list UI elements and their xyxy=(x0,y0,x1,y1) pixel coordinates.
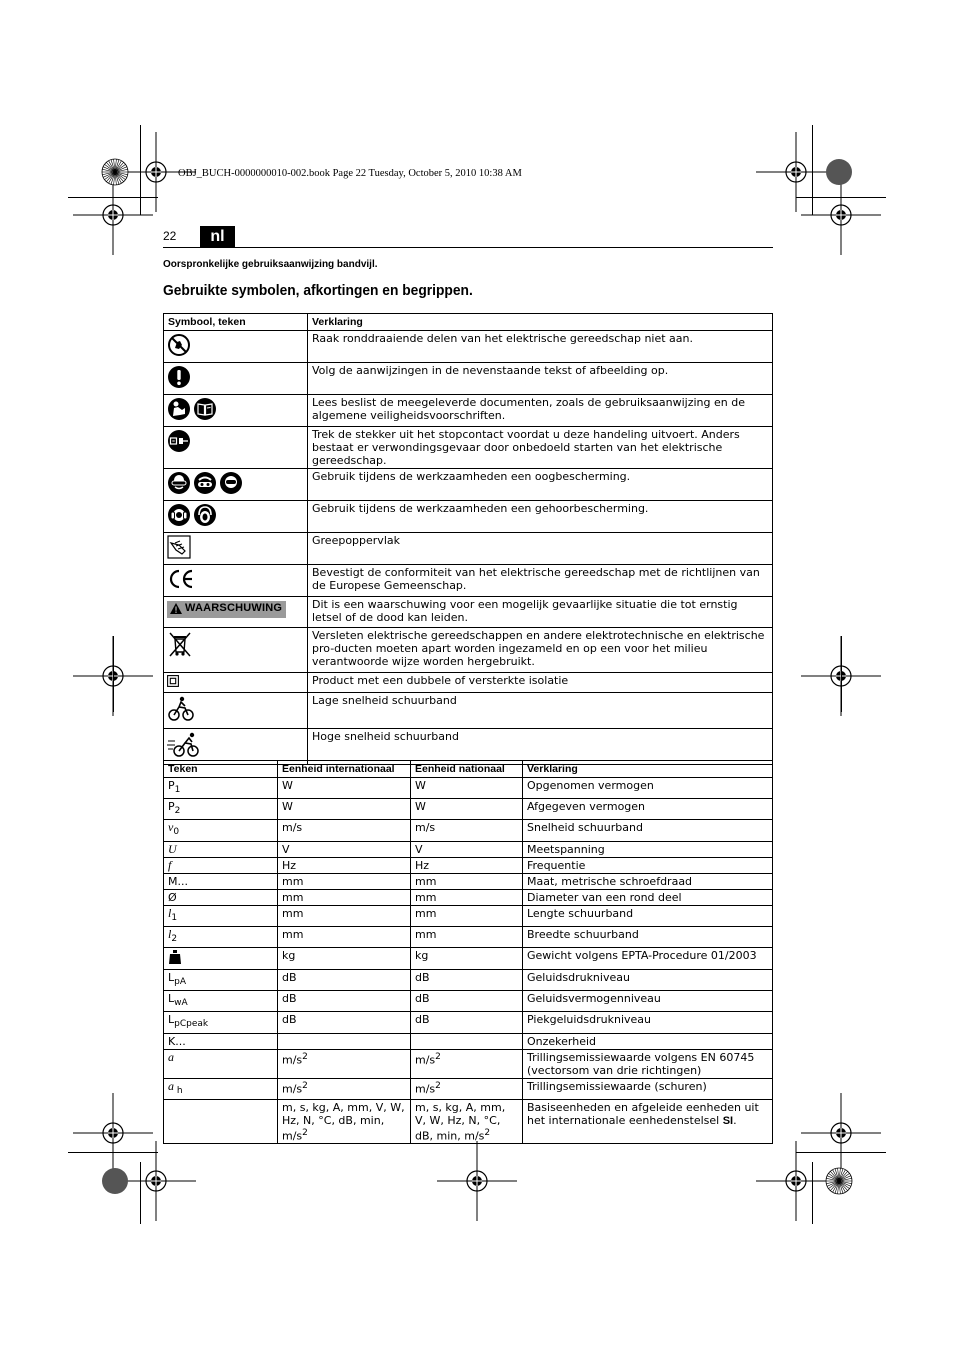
symbol-cell xyxy=(164,395,308,427)
unit-international xyxy=(278,991,411,1012)
unit-explanation-text: Onzekerheid xyxy=(527,1034,597,1048)
fast-cyclist-icon xyxy=(167,731,201,762)
unit-international xyxy=(278,1012,411,1033)
unit-international xyxy=(278,969,411,990)
read-manual-person-icon xyxy=(167,397,191,424)
unit-row xyxy=(164,1078,773,1099)
symbol-explanation: Hoge snelheid schuurband xyxy=(308,729,773,765)
unit-international xyxy=(278,889,411,905)
unit-international-text: W xyxy=(282,779,293,792)
warning-label-text: WAARSCHUWING xyxy=(185,602,283,614)
color-dial-mark xyxy=(101,1167,129,1200)
unit-sign-cell xyxy=(164,778,278,799)
unit-explanation xyxy=(523,778,773,799)
trim-line xyxy=(812,125,813,215)
unit-explanation-text: Maat, metrische schroefdraad xyxy=(527,874,693,888)
symbol-explanation: Gebruik tijdens de werkzaamheden een gehoorbescherming. xyxy=(308,501,773,533)
unit-sign: U xyxy=(168,841,177,856)
ear-protection-icon xyxy=(167,503,191,530)
symbol-explanation: Volg de aanwijzingen in de nevenstaande tekst of afbeelding op. xyxy=(308,363,773,395)
unit-national-text: m/s xyxy=(415,821,436,835)
symbol-explanation: Product met een dubbele of versterkte isolatie xyxy=(308,673,773,693)
unit-national xyxy=(411,947,523,969)
unit-national xyxy=(411,1099,523,1144)
unit-row xyxy=(164,889,773,905)
unit-international xyxy=(278,1099,411,1144)
unit-explanation xyxy=(523,905,773,926)
header-rule xyxy=(163,247,773,248)
slow-cyclist-icon xyxy=(167,695,195,726)
unit-sign: K... xyxy=(168,1034,186,1048)
unit-explanation-text: Frequentie xyxy=(527,858,586,872)
ce-mark-icon xyxy=(167,567,195,594)
symbol-cell xyxy=(164,628,308,673)
unit-international xyxy=(278,905,411,926)
unit-sign-cell xyxy=(164,820,278,841)
unit-explanation xyxy=(523,841,773,857)
document-subtitle: Oorspronkelijke gebruiksaanwijzing bandvijl. xyxy=(163,259,378,270)
trim-line xyxy=(140,1162,141,1224)
crossed-bin-icon xyxy=(167,630,193,661)
unit-sign-cell xyxy=(164,841,278,857)
unit-row xyxy=(164,820,773,841)
unit-explanation xyxy=(523,1012,773,1033)
crosshair-mark xyxy=(756,1141,836,1226)
book-header-line: OBJ_BUCH-0000000010-002.book Page 22 Tuesday, October 5, 2010 10:38 AM xyxy=(178,168,522,179)
unit-national xyxy=(411,926,523,947)
unit-international-superscript: 2 xyxy=(302,1080,308,1091)
unit-national xyxy=(411,991,523,1012)
unit-international xyxy=(278,799,411,820)
unit-explanation-text: Geluidsvermogenniveau xyxy=(527,992,661,1006)
unit-row xyxy=(164,926,773,947)
unit-sign: f xyxy=(168,857,172,872)
si-abbreviation: SI xyxy=(722,1114,734,1127)
unit-explanation-text: Opgenomen vermogen xyxy=(527,779,654,792)
unplug-icon xyxy=(167,429,191,456)
unit-national-text: V xyxy=(415,842,423,856)
unit-sign-cell xyxy=(164,926,278,947)
unit-sign-cell xyxy=(164,1049,278,1078)
ear-muffs-icon xyxy=(193,503,217,530)
unit-national xyxy=(411,857,523,873)
symbol-row xyxy=(164,693,773,729)
unit-international-superscript: 2 xyxy=(302,1051,308,1062)
unit-explanation-text: Piekgeluidsdrukniveau xyxy=(527,1013,651,1027)
unit-explanation-text: Meetspanning xyxy=(527,842,605,856)
unit-international-text: dB xyxy=(282,970,297,984)
symbols-table xyxy=(163,313,773,765)
unit-international-text: W xyxy=(282,800,293,814)
symbol-row xyxy=(164,363,773,395)
unit-national-text: mm xyxy=(415,927,437,941)
symbol-row xyxy=(164,565,773,597)
unit-sign: P xyxy=(168,779,175,792)
unit-explanation xyxy=(523,873,773,889)
unit-explanation xyxy=(523,1099,773,1144)
unit-explanation-text: Breedte schuurband xyxy=(527,927,639,941)
trim-line xyxy=(68,1152,158,1153)
symbol-row xyxy=(164,533,773,565)
unit-sign-subscript: pA xyxy=(174,977,187,988)
col-header-sign: Teken xyxy=(164,761,278,778)
unit-national xyxy=(411,841,523,857)
trim-line xyxy=(796,1152,886,1153)
symbol-cell xyxy=(164,501,308,533)
unit-national-text: mm xyxy=(415,906,437,920)
unit-sign-cell xyxy=(164,1033,278,1049)
symbol-explanation: Raak ronddraaiende delen van het elektrische gereedschap niet aan. xyxy=(308,331,773,363)
symbol-cell xyxy=(164,533,308,565)
no-touch-rotating-icon xyxy=(167,333,191,360)
symbol-row xyxy=(164,628,773,673)
col-header-intl-unit: Eenheid internationaal xyxy=(278,761,411,778)
unit-national xyxy=(411,873,523,889)
symbol-cell xyxy=(164,673,308,693)
section-title: Gebruikte symbolen, afkortingen en begrippen. xyxy=(163,282,473,299)
unit-explanation-text: Gewicht volgens EPTA-Procedure 01/2003 xyxy=(527,948,757,962)
unit-row xyxy=(164,905,773,926)
color-dial-mark xyxy=(825,158,853,191)
unit-national xyxy=(411,1078,523,1099)
unit-explanation xyxy=(523,820,773,841)
unit-international-text: m/s xyxy=(282,821,303,835)
unit-international-text: dB xyxy=(282,992,297,1006)
unit-row xyxy=(164,991,773,1012)
symbol-explanation: Lage snelheid schuurband xyxy=(308,693,773,729)
double-insulation-icon xyxy=(167,675,179,690)
symbol-cell xyxy=(164,597,308,628)
read-manual-book-icon xyxy=(193,397,217,424)
unit-sign: M... xyxy=(168,874,188,888)
symbol-row xyxy=(164,501,773,533)
grip-surface-icon xyxy=(167,535,191,562)
unit-sign: L xyxy=(168,970,175,984)
symbol-explanation: Lees beslist de meegeleverde documenten, zoals de gebruiksaanwijzing en de algemene veiligheidsvoorschriften. xyxy=(308,395,773,427)
unit-sign: a xyxy=(168,1078,174,1093)
unit-national-text: kg xyxy=(415,948,429,962)
unit-sign-subscript: 1 xyxy=(171,912,178,923)
unit-national-text: W xyxy=(415,800,426,814)
symbol-cell xyxy=(164,469,308,501)
col-header-national-unit: Eenheid nationaal xyxy=(411,761,523,778)
unit-sign-cell xyxy=(164,873,278,889)
unit-sign: L xyxy=(168,1013,175,1027)
unit-international xyxy=(278,1049,411,1078)
unit-international-text: mm xyxy=(282,890,304,904)
unit-row xyxy=(164,1049,773,1078)
unit-sign-subscript: h xyxy=(174,1085,183,1096)
unit-explanation-end: . xyxy=(733,1113,737,1127)
symbol-cell xyxy=(164,331,308,363)
unit-sign-cell xyxy=(164,969,278,990)
symbol-row xyxy=(164,427,773,469)
unit-row xyxy=(164,841,773,857)
unit-sign: l xyxy=(168,926,172,941)
unit-sign-cell xyxy=(164,857,278,873)
symbol-explanation: Greepoppervlak xyxy=(308,533,773,565)
crosshair-mark xyxy=(437,1141,517,1226)
symbol-explanation: Bevestigt de conformiteit van het elektrische gereedschap met de richtlijnen van de Europese Gemeenschap. xyxy=(308,565,773,597)
unit-international xyxy=(278,1078,411,1099)
unit-national xyxy=(411,778,523,799)
symbol-row xyxy=(164,673,773,693)
unit-international-text: m/s xyxy=(282,1053,303,1067)
unit-national-text: dB xyxy=(415,1013,430,1027)
symbols-header-row xyxy=(164,314,773,331)
symbol-row xyxy=(164,331,773,363)
unit-explanation-text: Snelheid schuurband xyxy=(527,821,643,835)
unit-international xyxy=(278,820,411,841)
unit-sign-subscript: 0 xyxy=(173,827,180,838)
goggles-icon xyxy=(193,471,217,498)
unit-international-text: m/s xyxy=(282,1082,303,1096)
unit-national xyxy=(411,969,523,990)
symbol-cell xyxy=(164,565,308,597)
unit-national xyxy=(411,1033,523,1049)
trim-line xyxy=(68,197,158,198)
color-dial-mark xyxy=(101,158,129,191)
trim-line xyxy=(812,1162,813,1224)
unit-international-text: mm xyxy=(282,874,304,888)
page-number: 22 xyxy=(163,229,177,243)
units-header-row xyxy=(164,761,773,778)
unit-international xyxy=(278,1033,411,1049)
unit-international xyxy=(278,926,411,947)
unit-sign: P xyxy=(168,800,175,814)
unit-national xyxy=(411,799,523,820)
trim-line xyxy=(113,636,114,712)
unit-explanation xyxy=(523,926,773,947)
unit-explanation-text: Diameter van een rond deel xyxy=(527,890,682,904)
unit-explanation-text: Geluidsdrukniveau xyxy=(527,970,630,984)
unit-sign: L xyxy=(168,992,175,1006)
unit-national-text: dB xyxy=(415,970,430,984)
unit-sign-cell xyxy=(164,905,278,926)
unit-national xyxy=(411,820,523,841)
unit-row xyxy=(164,799,773,820)
warning-signal-word xyxy=(167,601,286,618)
unit-sign: Ø xyxy=(168,890,177,904)
trim-line xyxy=(796,197,886,198)
unit-explanation xyxy=(523,1049,773,1078)
unit-sign-cell xyxy=(164,1078,278,1099)
unit-national-text: dB xyxy=(415,992,430,1006)
unit-explanation xyxy=(523,857,773,873)
unit-sign-cell xyxy=(164,799,278,820)
unit-sign-subscript: pCpeak xyxy=(174,1019,209,1030)
unit-row xyxy=(164,873,773,889)
symbol-row xyxy=(164,469,773,501)
unit-sign-subscript: wA xyxy=(174,998,188,1009)
unit-sign-cell xyxy=(164,1012,278,1033)
unit-national-text: m/s xyxy=(415,1053,436,1067)
symbol-explanation: Versleten elektrische gereedschappen en andere elektrotechnische en elektrische pro-ducten moeten apart worden ingezameld en op een voor het milieu verantwoorde wijze worden hergebruikt. xyxy=(308,628,773,673)
unit-explanation xyxy=(523,1078,773,1099)
unit-national-superscript: 2 xyxy=(484,1127,491,1138)
trim-line xyxy=(140,125,141,215)
unit-sign: l xyxy=(168,905,172,920)
unit-explanation xyxy=(523,991,773,1012)
eye-protection-icon xyxy=(167,471,191,498)
symbol-explanation: Gebruik tijdens de werkzaamheden een oogbescherming. xyxy=(308,469,773,501)
unit-international xyxy=(278,873,411,889)
unit-row xyxy=(164,1012,773,1033)
unit-explanation xyxy=(523,799,773,820)
symbol-row xyxy=(164,597,773,628)
unit-sign-cell xyxy=(164,1099,278,1144)
symbol-cell xyxy=(164,693,308,729)
symbol-explanation: Trek de stekker uit het stopcontact voordat u deze handeling uitvoert. Anders bestaat er verwondingsgevaar door onbedoeld starten van het elektrische gereedschap. xyxy=(308,427,773,469)
unit-sign: a xyxy=(168,1049,174,1064)
units-table xyxy=(163,760,773,1144)
unit-international-superscript: 2 xyxy=(302,1127,308,1138)
trim-line xyxy=(841,636,842,712)
unit-explanation-text: Trillingsemissiewaarde volgens EN 60745 (vectorsom van drie richtingen) xyxy=(527,1050,755,1077)
unit-sign-cell xyxy=(164,889,278,905)
unit-explanation-text: Trillingsemissiewaarde (schuren) xyxy=(527,1079,707,1093)
unit-national-text: W xyxy=(415,779,426,792)
unit-international xyxy=(278,857,411,873)
unit-national-text: Hz xyxy=(415,858,430,872)
unit-explanation-text: Basiseenheden en afgeleide eenheden uit het internationale eenhedenstelsel xyxy=(527,1100,759,1127)
unit-explanation xyxy=(523,947,773,969)
unit-international-text: m, s, kg, A, mm, V, W, Hz, N, °C, dB, min, m/s xyxy=(282,1100,405,1143)
symbol-cell xyxy=(164,363,308,395)
unit-national xyxy=(411,1049,523,1078)
symbol-cell xyxy=(164,427,308,469)
col-header-explanation: Verklaring xyxy=(308,314,773,331)
language-badge: nl xyxy=(200,226,235,247)
unit-explanation xyxy=(523,969,773,990)
unit-row xyxy=(164,857,773,873)
unit-sign: v xyxy=(168,820,174,835)
exclamation-icon xyxy=(167,365,191,392)
unit-national-text: mm xyxy=(415,874,437,888)
unit-international-text: V xyxy=(282,842,290,856)
unit-sign-subscript: 2 xyxy=(174,806,181,817)
unit-row xyxy=(164,1099,773,1144)
unit-international-text: mm xyxy=(282,906,304,920)
unit-explanation-text: Lengte schuurband xyxy=(527,906,634,920)
unit-sign-subscript: 1 xyxy=(174,785,181,796)
unit-international-text: Hz xyxy=(282,858,297,872)
unit-international xyxy=(278,947,411,969)
symbol-row xyxy=(164,395,773,427)
unit-sign-subscript: 2 xyxy=(171,933,178,944)
unit-international xyxy=(278,778,411,799)
unit-row xyxy=(164,947,773,969)
unit-international-text: kg xyxy=(282,948,296,962)
unit-national xyxy=(411,889,523,905)
unit-explanation xyxy=(523,889,773,905)
unit-row xyxy=(164,778,773,799)
color-dial-mark xyxy=(825,1167,853,1200)
warning-triangle-icon xyxy=(169,602,183,617)
symbol-explanation: Dit is een waarschuwing voor een mogelijk gevaarlijke situatie die tot ernstig letsel of de dood kan leiden. xyxy=(308,597,773,628)
unit-international-text: dB xyxy=(282,1013,297,1027)
unit-national-text: m, s, kg, A, mm, V, W, Hz, N, °C, dB, min, m/s xyxy=(415,1100,506,1143)
unit-row xyxy=(164,1033,773,1049)
unit-national-superscript: 2 xyxy=(435,1051,441,1062)
unit-sign-cell xyxy=(164,947,278,969)
unit-national xyxy=(411,1012,523,1033)
face-shield-icon xyxy=(219,471,243,498)
unit-explanation xyxy=(523,1033,773,1049)
unit-international xyxy=(278,841,411,857)
unit-national-superscript: 2 xyxy=(435,1080,441,1091)
unit-explanation-text: Afgegeven vermogen xyxy=(527,800,646,814)
col-header-explanation: Verklaring xyxy=(523,761,773,778)
unit-international-text: mm xyxy=(282,927,304,941)
col-header-symbol: Symbool, teken xyxy=(164,314,308,331)
unit-national xyxy=(411,905,523,926)
unit-national-text: m/s xyxy=(415,1082,436,1096)
weight-icon xyxy=(168,949,182,968)
unit-national-text: mm xyxy=(415,890,437,904)
unit-sign-cell xyxy=(164,991,278,1012)
unit-row xyxy=(164,969,773,990)
